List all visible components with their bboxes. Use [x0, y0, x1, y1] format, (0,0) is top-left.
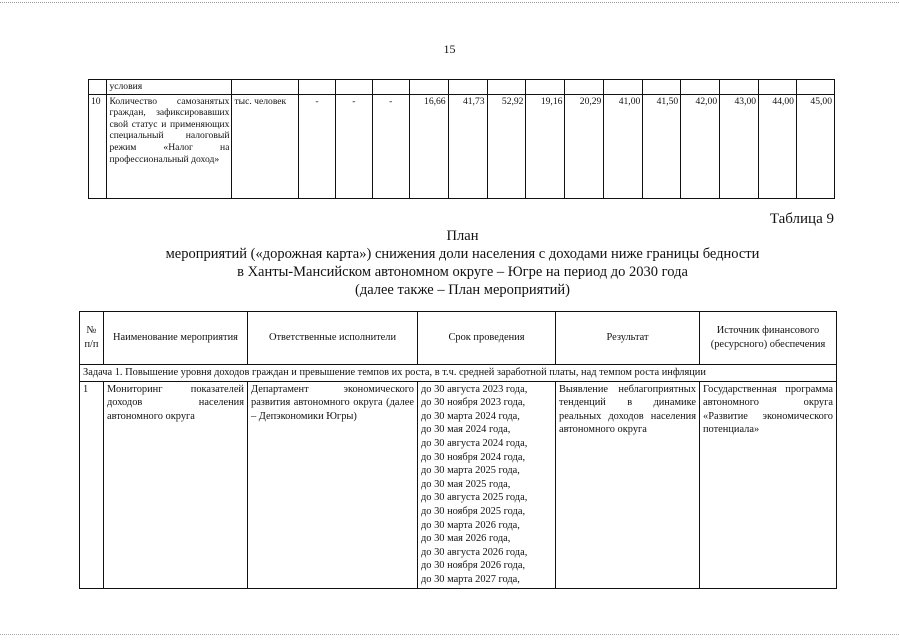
scan-top-edge: [0, 2, 899, 5]
value-cell: 20,29: [565, 94, 604, 198]
value-cell: 41,73: [448, 94, 487, 198]
date-item: до 30 марта 2027 года,: [421, 573, 520, 585]
date-item: до 30 августа 2026 года,: [421, 546, 528, 558]
task-title: Задача 1. Повышение уровня доходов граждан и превышение темпов их роста, в т.ч. средней заработной платы, над темпом роста инфляции: [80, 365, 837, 382]
activity-dates: [418, 381, 556, 588]
activity-name: Мониторинг показателей доходов населения автономного округа: [104, 381, 248, 588]
indicator-name: Количество самозанятых граждан, зафиксировавших свой статус и применяющих специальный налоговый режим «Налог на профессиональный доход»: [107, 94, 232, 198]
date-item: до 30 ноября 2023 года,: [421, 397, 526, 409]
scan-bottom-edge: [0, 634, 899, 636]
header-source: Источник финансового (ресурсного) обеспечения: [700, 312, 837, 365]
date-item: до 30 мая 2025 года,: [421, 478, 511, 490]
plan-title-line: (далее также – План мероприятий): [354, 282, 571, 298]
value-cell: 42,00: [681, 94, 720, 198]
date-item: до 30 мая 2026 года,: [421, 533, 511, 545]
table-row: [80, 381, 837, 588]
date-item: до 30 марта 2026 года,: [421, 519, 520, 531]
row-tail-text: условия: [107, 80, 232, 95]
indicator-unit: тыс. человек: [232, 94, 299, 198]
row-number: 1: [80, 381, 104, 588]
value-cell: 16,66: [409, 94, 448, 198]
date-item: до 30 марта 2025 года,: [421, 465, 520, 477]
header-name: Наименование мероприятия: [104, 312, 248, 365]
value-cell: 43,00: [720, 94, 759, 198]
value-cell: -: [372, 94, 409, 198]
plan-title-line: мероприятий («дорожная карта») снижения доли населения с доходами ниже границы бедности: [165, 246, 760, 262]
header-num: № п/п: [80, 312, 104, 365]
header-period: Срок проведения: [418, 312, 556, 365]
date-item: до 30 августа 2024 года,: [421, 437, 528, 449]
date-item: до 30 ноября 2026 года,: [421, 560, 526, 572]
value-cell: 19,16: [526, 94, 565, 198]
value-cell: 41,50: [643, 94, 681, 198]
value-cell: -: [299, 94, 336, 198]
plan-table: [79, 311, 837, 589]
header-executors: Ответственные исполнители: [248, 312, 418, 365]
activity-source: Государственная программа автономного округа «Развитие экономического потенциала»: [700, 381, 837, 588]
plan-title-line: в Ханты-Мансийском автономном округе – Югре на период до 2030 года: [237, 264, 688, 280]
table-label: Таблица 9: [769, 211, 834, 227]
task-row: [80, 365, 837, 382]
date-item: до 30 марта 2024 года,: [421, 410, 520, 422]
date-item: до 30 августа 2023 года,: [421, 383, 528, 395]
date-item: до 30 августа 2025 года,: [421, 492, 528, 504]
activity-executors: Департамент экономического развития автономного округа (далее – Депэкономики Югры): [248, 381, 418, 588]
value-cell: 52,92: [487, 94, 526, 198]
plan-title: План: [446, 228, 479, 244]
value-cell: 41,00: [604, 94, 643, 198]
date-item: до 30 мая 2024 года,: [421, 424, 511, 436]
value-cell: 44,00: [759, 94, 797, 198]
date-item: до 30 ноября 2025 года,: [421, 505, 526, 517]
previous-indicators-table: [88, 79, 835, 199]
value-cell: -: [335, 94, 372, 198]
table-row-tail: [89, 80, 835, 95]
table-header-row: [80, 312, 837, 365]
activity-result: Выявление неблагоприятных тенденций в динамике реальных доходов населения автономного округа: [556, 381, 700, 588]
table-row: [89, 94, 835, 198]
value-cell: 45,00: [796, 94, 834, 198]
header-result: Результат: [556, 312, 700, 365]
date-item: до 30 ноября 2024 года,: [421, 451, 526, 463]
row-number: 10: [89, 94, 107, 198]
page-number: 15: [443, 42, 456, 56]
